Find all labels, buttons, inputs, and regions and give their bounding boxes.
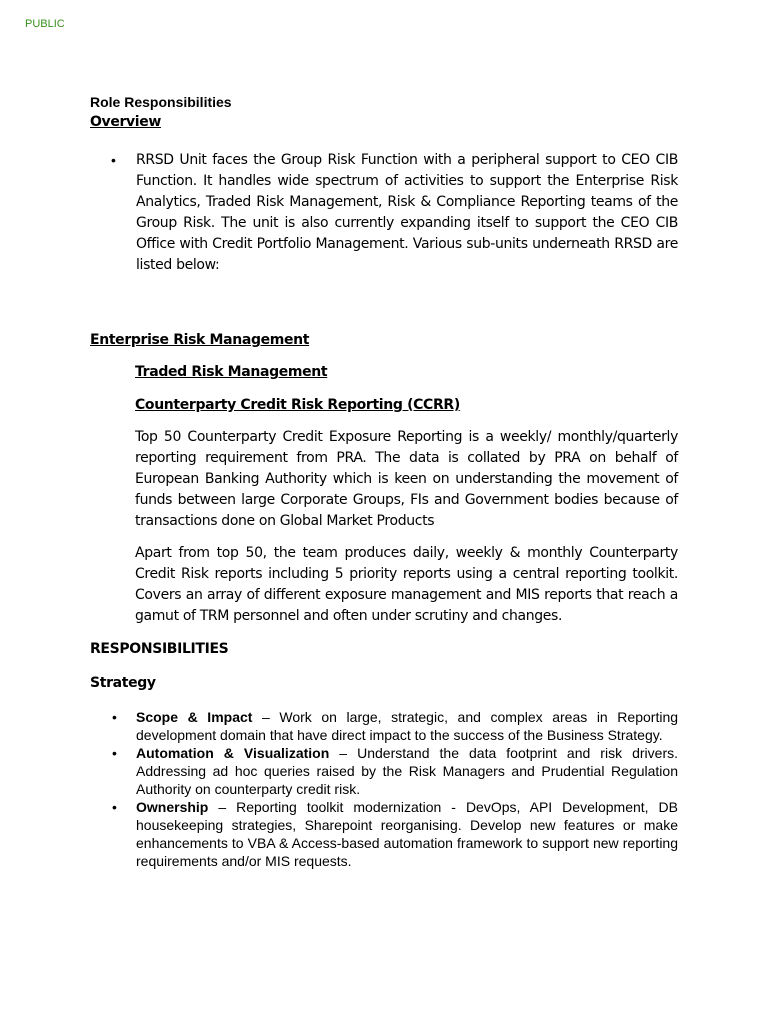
ccrr-paragraph-1: Top 50 Counterparty Credit Exposure Reporting is a weekly/ monthly/quarterly reporting requirement from PRA. The data is collated by PRA on behalf of European Banking Authority which is keen on understanding the movement of funds between large Corporate Groups, FIs and Government bodies because of transactions done on Global Market Products: [135, 429, 678, 529]
ccrr-heading: Counterparty Credit Risk Reporting (CCRR): [135, 397, 460, 413]
overview-bullet-text: RRSD Unit faces the Group Risk Function with a peripheral support to CEO CIB Function. It handles wide spectrum of activities to support the Enterprise Risk Analytics, Traded Risk Management, Risk & Compliance Reporting teams of the Group Risk. The unit is also currently expanding itself to support the CEO CIB Office with Credit Portfolio Management. Various sub-units underneath RRSD are listed below:: [136, 152, 678, 273]
bullet-icon: •: [112, 745, 117, 761]
strategy-item-automation-visualization: [90, 744, 678, 798]
ccrr-paragraph-2: Apart from top 50, the team produces daily, weekly & monthly Counterparty Credit Risk reports including 5 priority reports using a central reporting toolkit. Covers an array of different exposure management and MIS reports that reach a gamut of TRM personnel and often under scrutiny and changes.: [135, 545, 678, 624]
strategy-item-ownership: [90, 798, 678, 870]
strategy-item-text: – Understand the data footprint and risk drivers. Addressing ad hoc queries raised by the Risk Managers and Prudential Regulation Authority on counterparty credit risk.: [136, 745, 678, 797]
bullet-icon: •: [112, 799, 117, 815]
classification-label: PUBLIC: [25, 18, 65, 30]
strategy-item-title: Automation & Visualization: [136, 745, 330, 761]
overview-list: [90, 150, 678, 276]
responsibilities-heading: RESPONSIBILITIES: [90, 641, 229, 657]
trm-heading: Traded Risk Management: [135, 364, 328, 380]
strategy-item-text: – Reporting toolkit modernization - DevOps, API Development, DB housekeeping strategies, Sharepoint reorganising. Develop new features or make enhancements to VBA & Access-based automation framework to support new reporting requirements and/or MIS requests.: [136, 799, 678, 869]
bullet-icon: •: [112, 709, 117, 725]
overview-heading: Overview: [90, 114, 161, 130]
overview-bullet-item: [90, 150, 678, 276]
bullet-icon: •: [111, 152, 116, 168]
erm-heading: Enterprise Risk Management: [90, 332, 310, 348]
strategy-item-scope-impact: [90, 708, 678, 744]
document-page: [90, 93, 678, 870]
strategy-list: [90, 708, 678, 870]
strategy-item-title: Scope & Impact: [136, 709, 253, 725]
strategy-heading: Strategy: [90, 675, 156, 691]
strategy-item-text: – Work on large, strategic, and complex areas in Reporting development domain that have direct impact to the success of the Business Strategy.: [136, 709, 679, 743]
role-title: Role Responsibilities: [90, 94, 232, 110]
strategy-item-title: Ownership: [136, 799, 209, 815]
